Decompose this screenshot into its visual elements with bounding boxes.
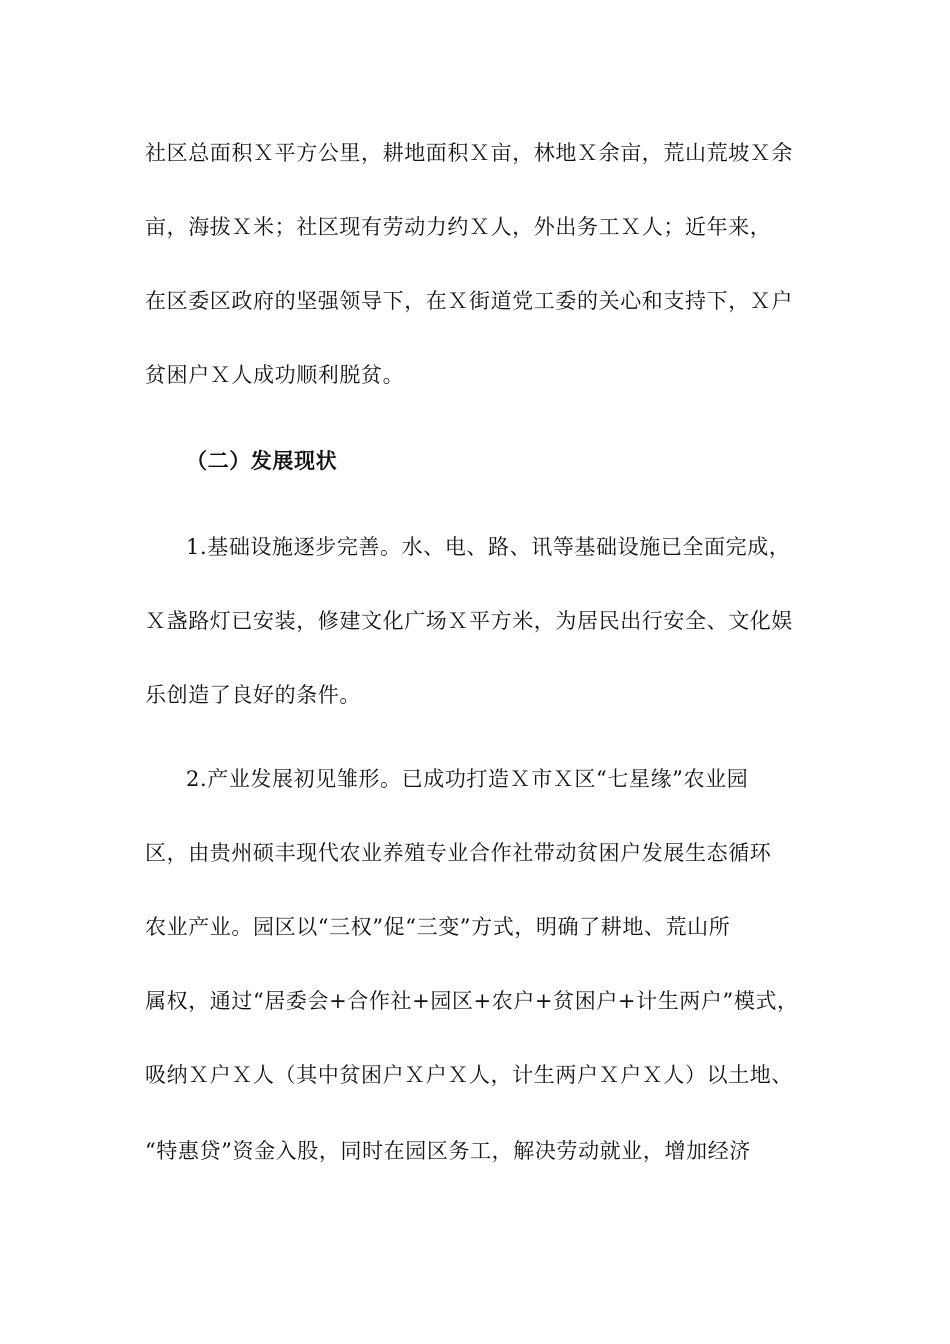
paragraph-3-line-3: 农业产业。园区以“三权”促“三变”方式，明确了耕地、荒山所 (145, 915, 731, 939)
paragraph-3-line-1: 2.产业发展初见雏形。已成功打造Ｘ市Ｘ区“七星缘”农业园 (186, 767, 749, 791)
paragraph-3-line-5: 吸纳Ｘ户Ｘ人（其中贫困户Ｘ户Ｘ人，计生两户Ｘ户Ｘ人）以土地、 (145, 1063, 793, 1087)
paragraph-2-line-3: 乐创造了良好的条件。 (145, 683, 361, 707)
paragraph-2-line-2: Ｘ盏路灯已安装，修建文化广场Ｘ平方米，为居民出行安全、文化娱 (145, 609, 793, 633)
paragraph-2-line-1: 1.基础设施逐步完善。水、电、路、讯等基础设施已全面完成， (186, 535, 791, 559)
paragraph-1-line-2: 亩，海拔Ｘ米；社区现有劳动力约Ｘ人，外出务工Ｘ人；近年来， (145, 215, 772, 239)
paragraph-3-line-4: 属权，通过“居委会+合作社+园区+农户+贫困户+计生两户”模式， (145, 989, 799, 1013)
paragraph-3-line-6: “特惠贷”资金入股，同时在园区务工，解决劳动就业，增加经济 (145, 1139, 751, 1163)
section-heading: （二）发展现状 (186, 449, 338, 473)
paragraph-3-line-2: 区，由贵州硕丰现代农业养殖专业合作社带动贫困户发展生态循环 (145, 841, 772, 865)
paragraph-1-line-3: 在区委区政府的坚强领导下，在Ｘ街道党工委的关心和支持下，Ｘ户 (145, 289, 793, 313)
paragraph-1-line-1: 社区总面积Ｘ平方公里，耕地面积Ｘ亩，林地Ｘ余亩，荒山荒坡Ｘ余 (145, 141, 793, 165)
paragraph-1-line-4: 贫困户Ｘ人成功顺利脱贫。 (145, 363, 405, 387)
